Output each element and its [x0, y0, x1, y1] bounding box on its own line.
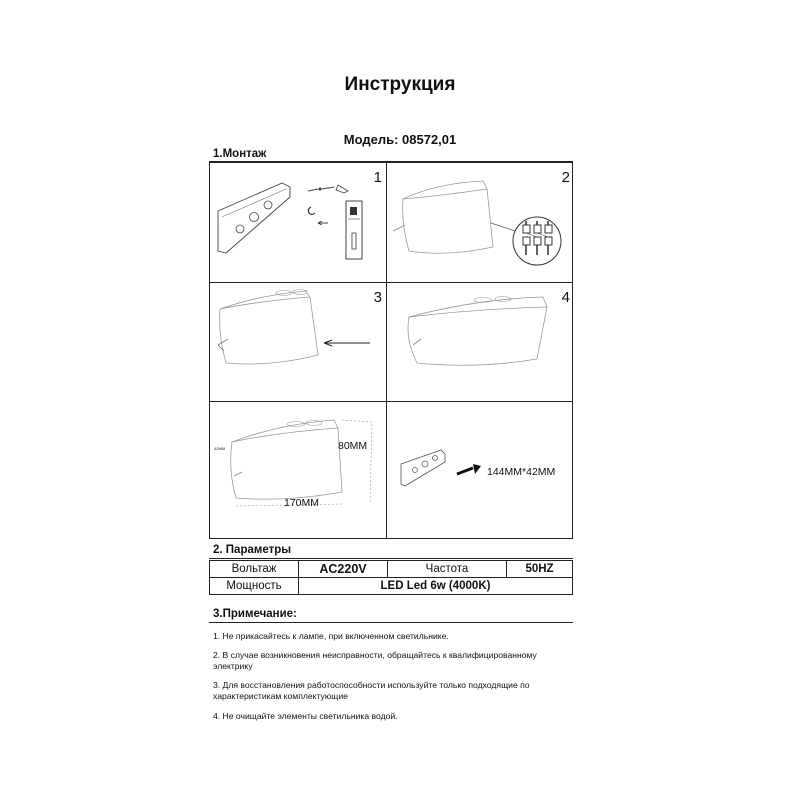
mounting-steps-grid [209, 162, 573, 539]
voltage-value: AC220V [299, 561, 388, 578]
lamp-slide-on-icon [210, 283, 386, 401]
lamp-dimensions-icon [210, 402, 386, 540]
note-item: 4. Не очищайте элементы светильника водой. [213, 711, 398, 721]
voltage-label: Вольтаж [210, 561, 299, 578]
section-notes-heading: 3.Примечание: [213, 608, 297, 620]
note-item: 1. Не прикасайтесь к лампе, при включенном светильнике. [213, 631, 449, 641]
parameters-table [209, 560, 573, 595]
frequency-value: 50HZ [507, 561, 573, 578]
mounting-plate-screws-icon [210, 163, 386, 282]
model-number: Модель: 08572,01 [343, 132, 457, 147]
lamp-installed-icon [387, 283, 574, 401]
step-3-cell [210, 283, 386, 401]
depth-small-label: 42MM [214, 446, 226, 451]
step-4-cell [387, 283, 574, 401]
table-row [210, 561, 573, 578]
document-title: Инструкция [344, 74, 456, 95]
section-mount-heading: 1.Монтаж [213, 148, 267, 160]
width-dimension-label: 170MM [284, 497, 320, 509]
section-params-heading: 2. Параметры [213, 544, 292, 556]
height-dimension-label: 80MM [338, 440, 368, 452]
divider [209, 558, 573, 559]
dimensions-cell [210, 402, 386, 540]
power-label: Мощность [210, 578, 299, 595]
step-3-number: 3 [373, 289, 382, 306]
table-row [210, 578, 573, 595]
step-2-number: 2 [561, 169, 570, 186]
step-1-number: 1 [373, 169, 382, 186]
step-2-cell [387, 163, 574, 282]
plate-size-cell [387, 402, 574, 540]
note-item: 2. В случае возникновения неисправности, обращайтесь к квалифицированному электрику [213, 650, 537, 671]
step-1-cell [210, 163, 386, 282]
frequency-label: Частота [388, 561, 507, 578]
divider [209, 622, 573, 623]
wiring-connection-icon [387, 163, 574, 282]
power-value: LED Led 6w (4000K) [299, 578, 573, 595]
note-item: 3. Для восстановления работоспособности используйте только подходящие по характеристикам комплектующие [213, 680, 530, 701]
plate-size-label: 144MM*42MM [487, 466, 556, 478]
step-4-number: 4 [561, 289, 570, 306]
